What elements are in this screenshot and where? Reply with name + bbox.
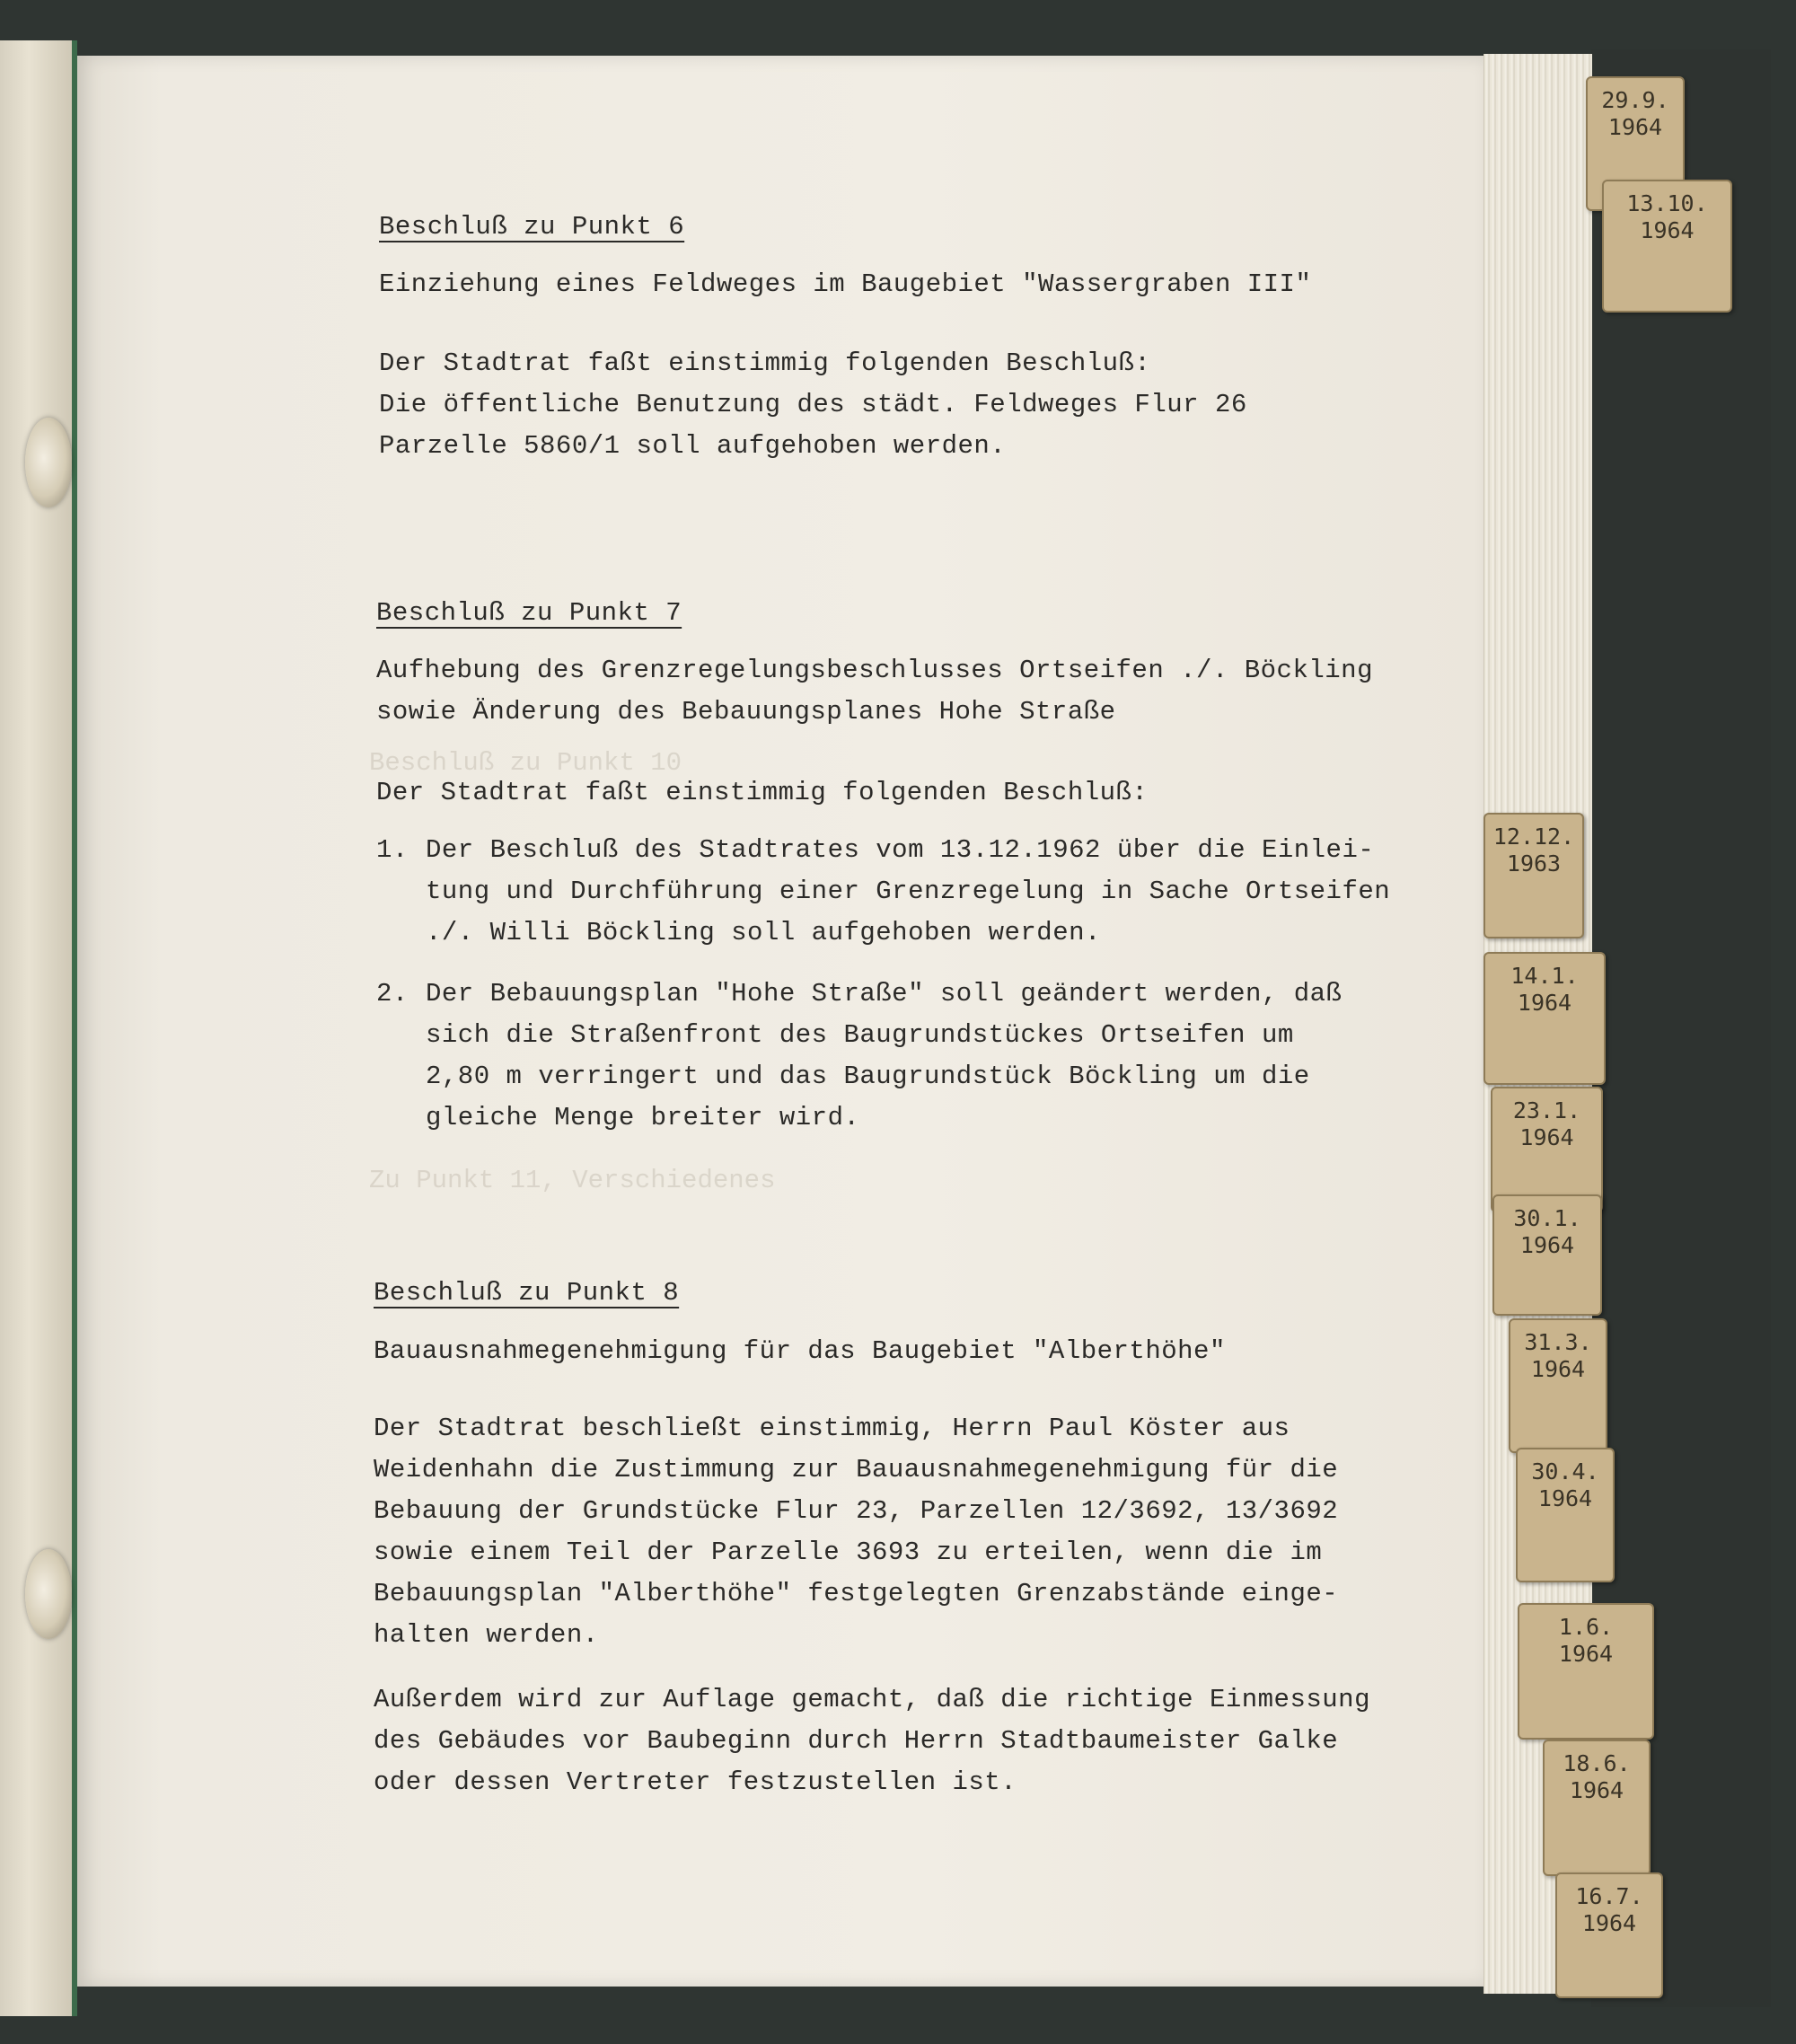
body-line: sowie einem Teil der Parzelle 3693 zu erteilen, wenn die im [374,1537,1323,1567]
date-tab[interactable] [1602,180,1732,313]
date-tab[interactable] [1509,1318,1607,1453]
body-line: Der Stadtrat faßt einstimmig folgenden Beschluß: [379,348,1151,378]
section-subject: sowie Änderung des Bebauungsplanes Hohe Straße [376,697,1116,727]
section-subject: Aufhebung des Grenzregelungsbeschlusses Ortseifen ./. Böckling [376,656,1373,685]
body-line: Die öffentliche Benutzung des städt. Feldweges Flur 26 [379,390,1247,419]
date-tab-year: 1964 [1519,1124,1574,1150]
date-tab-day: 1.6. [1558,1614,1614,1640]
date-tab[interactable] [1492,1194,1602,1316]
date-tab[interactable] [1491,1087,1603,1212]
date-tab[interactable] [1518,1603,1654,1740]
date-tab-year: 1964 [1517,990,1572,1016]
body-line: des Gebäudes vor Baubeginn durch Herrn Stadtbaumeister Galke [374,1726,1339,1756]
binder-ring-icon [25,418,72,507]
body-line: oder dessen Vertreter festzustellen ist. [374,1767,1017,1797]
body-line: Bebauung der Grundstücke Flur 23, Parzellen 12/3692, 13/3692 [374,1496,1339,1526]
body-line: Der Stadtrat faßt einstimmig folgenden Beschluß: [376,778,1149,807]
date-tab-day: 30.1. [1513,1205,1581,1231]
date-tab-year: 1964 [1581,1910,1637,1936]
show-through-text: Zu Punkt 11, Verschiedenes [369,1166,776,1195]
date-tab-year: 1964 [1519,1232,1575,1258]
list-item-line: tung und Durchführung einer Grenzregelung in Sache Ortseifen [426,877,1391,906]
list-item-line: ./. Willi Böckling soll aufgehoben werden. [426,918,1101,947]
body-line: Der Stadtrat beschließt einstimmig, Herrn Paul Köster aus [374,1414,1290,1443]
document-text [77,56,1483,1987]
list-item-number: 2. [376,979,409,1009]
show-through-text: Beschluß zu Punkt 10 [369,748,682,778]
date-tab-year: 1963 [1506,850,1562,877]
date-tab-day: 31.3. [1524,1329,1592,1355]
date-tab[interactable] [1483,952,1606,1085]
binder-ring-icon [25,1549,72,1639]
section-subject: Einziehung eines Feldweges im Baugebiet "Wassergraben III" [379,269,1312,299]
list-item-line: gleiche Menge breiter wird. [426,1103,860,1132]
date-tab-day: 18.6. [1563,1750,1631,1776]
section-heading: Beschluß zu Punkt 8 [374,1278,680,1308]
date-tab-day: 23.1. [1512,1097,1581,1123]
date-tab-year: 1964 [1537,1485,1593,1511]
list-item-line: 2,80 m verringert und das Baugrundstück Böckling um die [426,1062,1310,1091]
date-tab-day: 14.1. [1510,963,1579,989]
date-tab-day: 13.10. [1626,190,1708,216]
date-tab-year: 1964 [1640,217,1695,243]
body-line: halten werden. [374,1620,599,1650]
body-line: Außerdem wird zur Auflage gemacht, daß die richtige Einmessung [374,1685,1370,1714]
section-subject: Bauausnahmegenehmigung für das Baugebiet "Alberthöhe" [374,1336,1226,1366]
document-page [77,56,1483,1987]
body-line: Parzelle 5860/1 soll aufgehoben werden. [379,431,1007,461]
date-tab[interactable] [1483,813,1584,938]
section-heading: Beschluß zu Punkt 6 [379,212,685,242]
list-item-line: sich die Straßenfront des Baugrundstückes Ortseifen um [426,1020,1294,1050]
date-tab[interactable] [1555,1872,1663,1998]
binder-left-cover [0,40,77,2016]
date-tab-day: 12.12. [1492,824,1575,850]
list-item-line: Der Beschluß des Stadtrates vom 13.12.1962 über die Einlei- [426,835,1375,865]
date-tab[interactable] [1543,1740,1651,1876]
list-item-line: Der Bebauungsplan "Hohe Straße" soll geändert werden, daß [426,979,1343,1009]
date-tab-year: 1964 [1558,1641,1614,1667]
date-tab-day: 30.4. [1531,1458,1599,1485]
body-line: Weidenhahn die Zustimmung zur Bauausnahmegenehmigung für die [374,1455,1339,1485]
date-tab[interactable] [1516,1448,1615,1582]
date-tab-year: 1964 [1607,114,1663,140]
date-tab-year: 1964 [1530,1356,1586,1382]
list-item-number: 1. [376,835,409,865]
date-tab-year: 1964 [1569,1777,1624,1803]
section-heading: Beschluß zu Punkt 7 [376,598,682,628]
date-tab-day: 29.9. [1601,87,1669,113]
date-tab-day: 16.7. [1575,1883,1643,1909]
body-line: Bebauungsplan "Alberthöhe" festgelegten Grenzabstände einge- [374,1579,1339,1608]
